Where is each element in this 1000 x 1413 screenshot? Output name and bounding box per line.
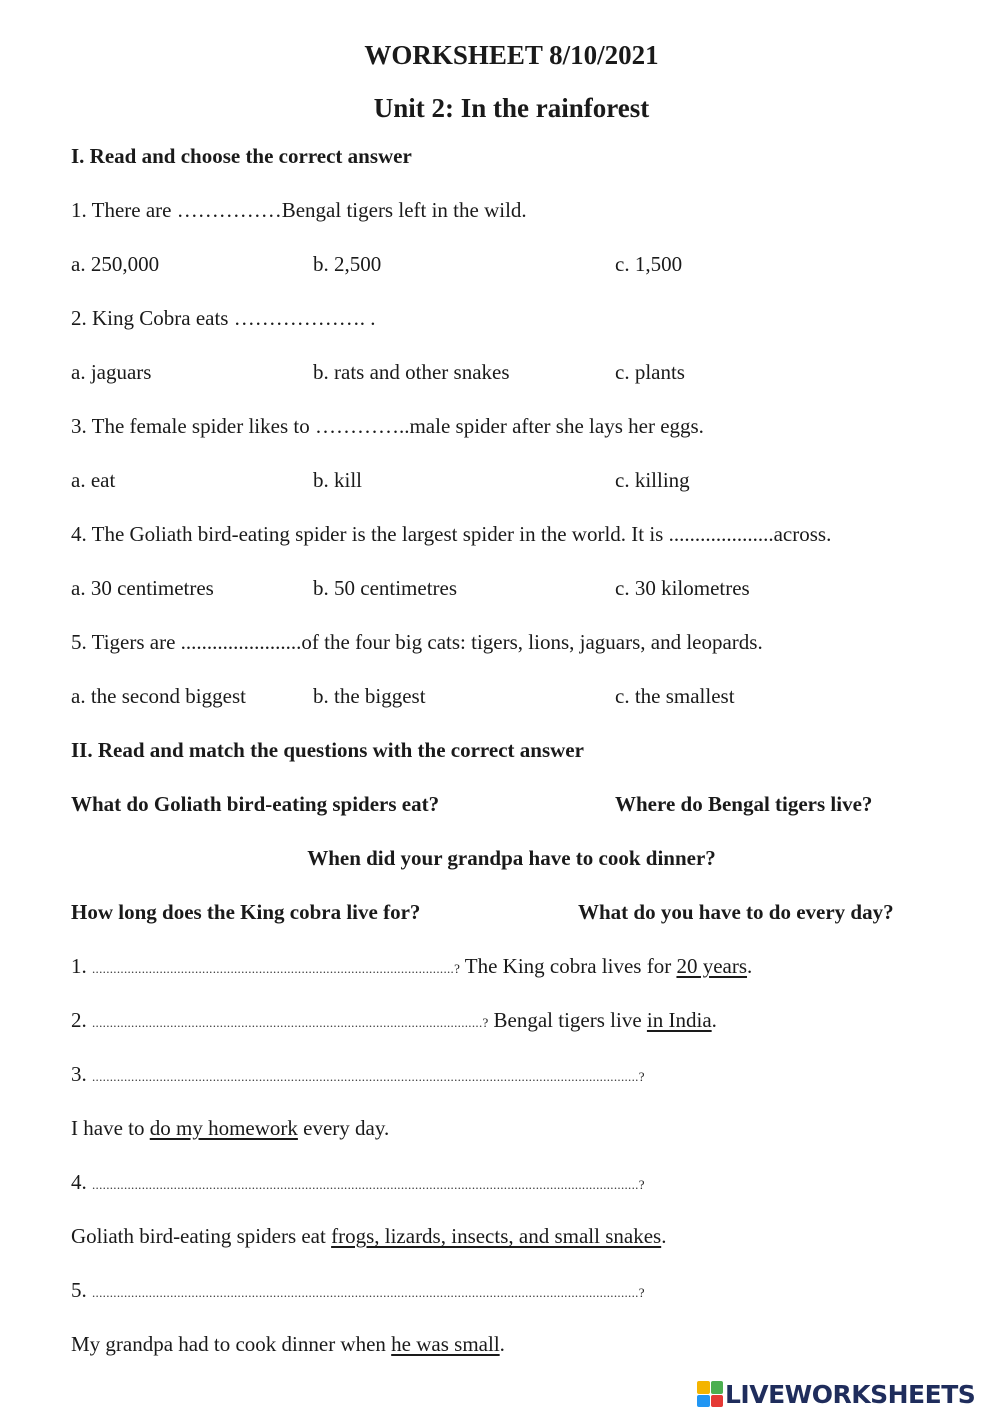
answer-sentence-suffix: . [711, 1008, 717, 1032]
match-number: 2. [71, 1008, 87, 1032]
liveworksheets-logo-icon [697, 1381, 723, 1407]
answer-sentence-prefix: I have to [71, 1116, 150, 1140]
answer-sentence-prefix: Bengal tigers live [493, 1008, 647, 1032]
question-3-option-b: b. kill [313, 468, 363, 492]
unit-title: Unit 2: In the rainforest [373, 93, 650, 123]
question-mark: ? [638, 1069, 645, 1084]
answer-blank[interactable]: ...................................................................................................... [92, 961, 455, 976]
match-item-4 [71, 1172, 644, 1193]
answer-blank[interactable]: .......................................................................................................................................................... [92, 1285, 639, 1300]
answer-sentence-suffix: . [747, 954, 753, 978]
answer-sentence-suffix: . [499, 1332, 505, 1356]
question-mark: ? [482, 1015, 489, 1030]
question-2-option-a: a. jaguars [71, 360, 152, 384]
match-item-1 [71, 956, 752, 977]
answer-sentence-underlined: do my homework [149, 1116, 298, 1140]
question-1-option-c: c. 1,500 [615, 252, 683, 276]
section-1-heading: I. Read and choose the correct answer [71, 144, 412, 168]
section-2-heading: II. Read and match the questions with the correct answer [71, 738, 584, 762]
question-bank-item: What do Goliath bird-eating spiders eat? [71, 792, 440, 816]
question-1-option-b: b. 2,500 [313, 252, 382, 276]
question-5-option-a: a. the second biggest [71, 684, 246, 708]
answer-sentence-prefix: The King cobra lives for [464, 954, 677, 978]
logo-text: LIVEWORKSHEETS [725, 1379, 976, 1409]
question-4-option-b: b. 50 centimetres [313, 576, 458, 600]
match-number: 5. [71, 1278, 87, 1302]
question-4-option-a: a. 30 centimetres [71, 576, 214, 600]
question-mark: ? [454, 961, 460, 976]
question-bank-item: What do you have to do every day? [578, 900, 894, 924]
question-5-option-b: b. the biggest [313, 684, 426, 708]
worksheet-title: WORKSHEET 8/10/2021 [364, 40, 659, 70]
question-3-option-a: a. eat [71, 468, 116, 492]
question-2-option-c: c. plants [615, 360, 685, 384]
question-5-stem: 5. Tigers are .......................of the four big cats: tigers, lions, jaguars, and leopards. [71, 630, 763, 654]
question-5-option-c: c. the smallest [615, 684, 735, 708]
question-2-option-b: b. rats and other snakes [313, 360, 510, 384]
logo-block [711, 1381, 724, 1394]
match-number: 1. [71, 954, 87, 978]
match-number: 4. [71, 1170, 87, 1194]
answer-sentence-suffix: . [661, 1224, 667, 1248]
question-bank-item: Where do Bengal tigers live? [615, 792, 873, 816]
question-bank-item: How long does the King cobra live for? [71, 900, 421, 924]
match-item-5-answer [71, 1334, 505, 1355]
answer-sentence-underlined: he was small [391, 1332, 500, 1356]
answer-blank[interactable]: .......................................................................................................................................................... [92, 1069, 639, 1084]
answer-sentence-underlined: in India [646, 1008, 712, 1032]
question-2-stem: 2. King Cobra eats ………………. . [71, 306, 376, 330]
answer-sentence-suffix: every day. [297, 1116, 390, 1140]
answer-sentence-underlined: 20 years [676, 954, 748, 978]
question-3-option-c: c. killing [615, 468, 690, 492]
question-mark: ? [638, 1177, 645, 1192]
match-item-5 [71, 1280, 644, 1301]
question-bank-item: When did your grandpa have to cook dinner? [307, 846, 716, 870]
logo-block [711, 1395, 724, 1408]
answer-sentence-prefix: Goliath bird-eating spiders eat [71, 1224, 332, 1248]
match-number: 3. [71, 1062, 87, 1086]
match-item-2 [71, 1010, 717, 1031]
match-item-4-answer [71, 1226, 666, 1247]
answer-sentence-underlined: frogs, lizards, insects, and small snakes [331, 1224, 662, 1248]
liveworksheets-logo [697, 1379, 975, 1409]
match-item-3-answer [71, 1118, 389, 1139]
question-3-stem: 3. The female spider likes to …………..male spider after she lays her eggs. [71, 414, 704, 438]
answer-sentence-prefix: My grandpa had to cook dinner when [71, 1332, 392, 1356]
logo-block [697, 1381, 710, 1394]
logo-block [697, 1395, 710, 1408]
question-1-stem: 1. There are ……………Bengal tigers left in the wild. [71, 198, 527, 222]
question-4-stem: 4. The Goliath bird-eating spider is the largest spider in the world. It is ....................across. [71, 522, 832, 546]
question-mark: ? [638, 1285, 645, 1300]
answer-blank[interactable]: .......................................................................................................................................................... [92, 1177, 639, 1192]
question-4-option-c: c. 30 kilometres [615, 576, 750, 600]
match-item-3 [71, 1064, 644, 1085]
question-1-option-a: a. 250,000 [71, 252, 160, 276]
answer-blank[interactable]: .............................................................................................................. [92, 1015, 483, 1030]
